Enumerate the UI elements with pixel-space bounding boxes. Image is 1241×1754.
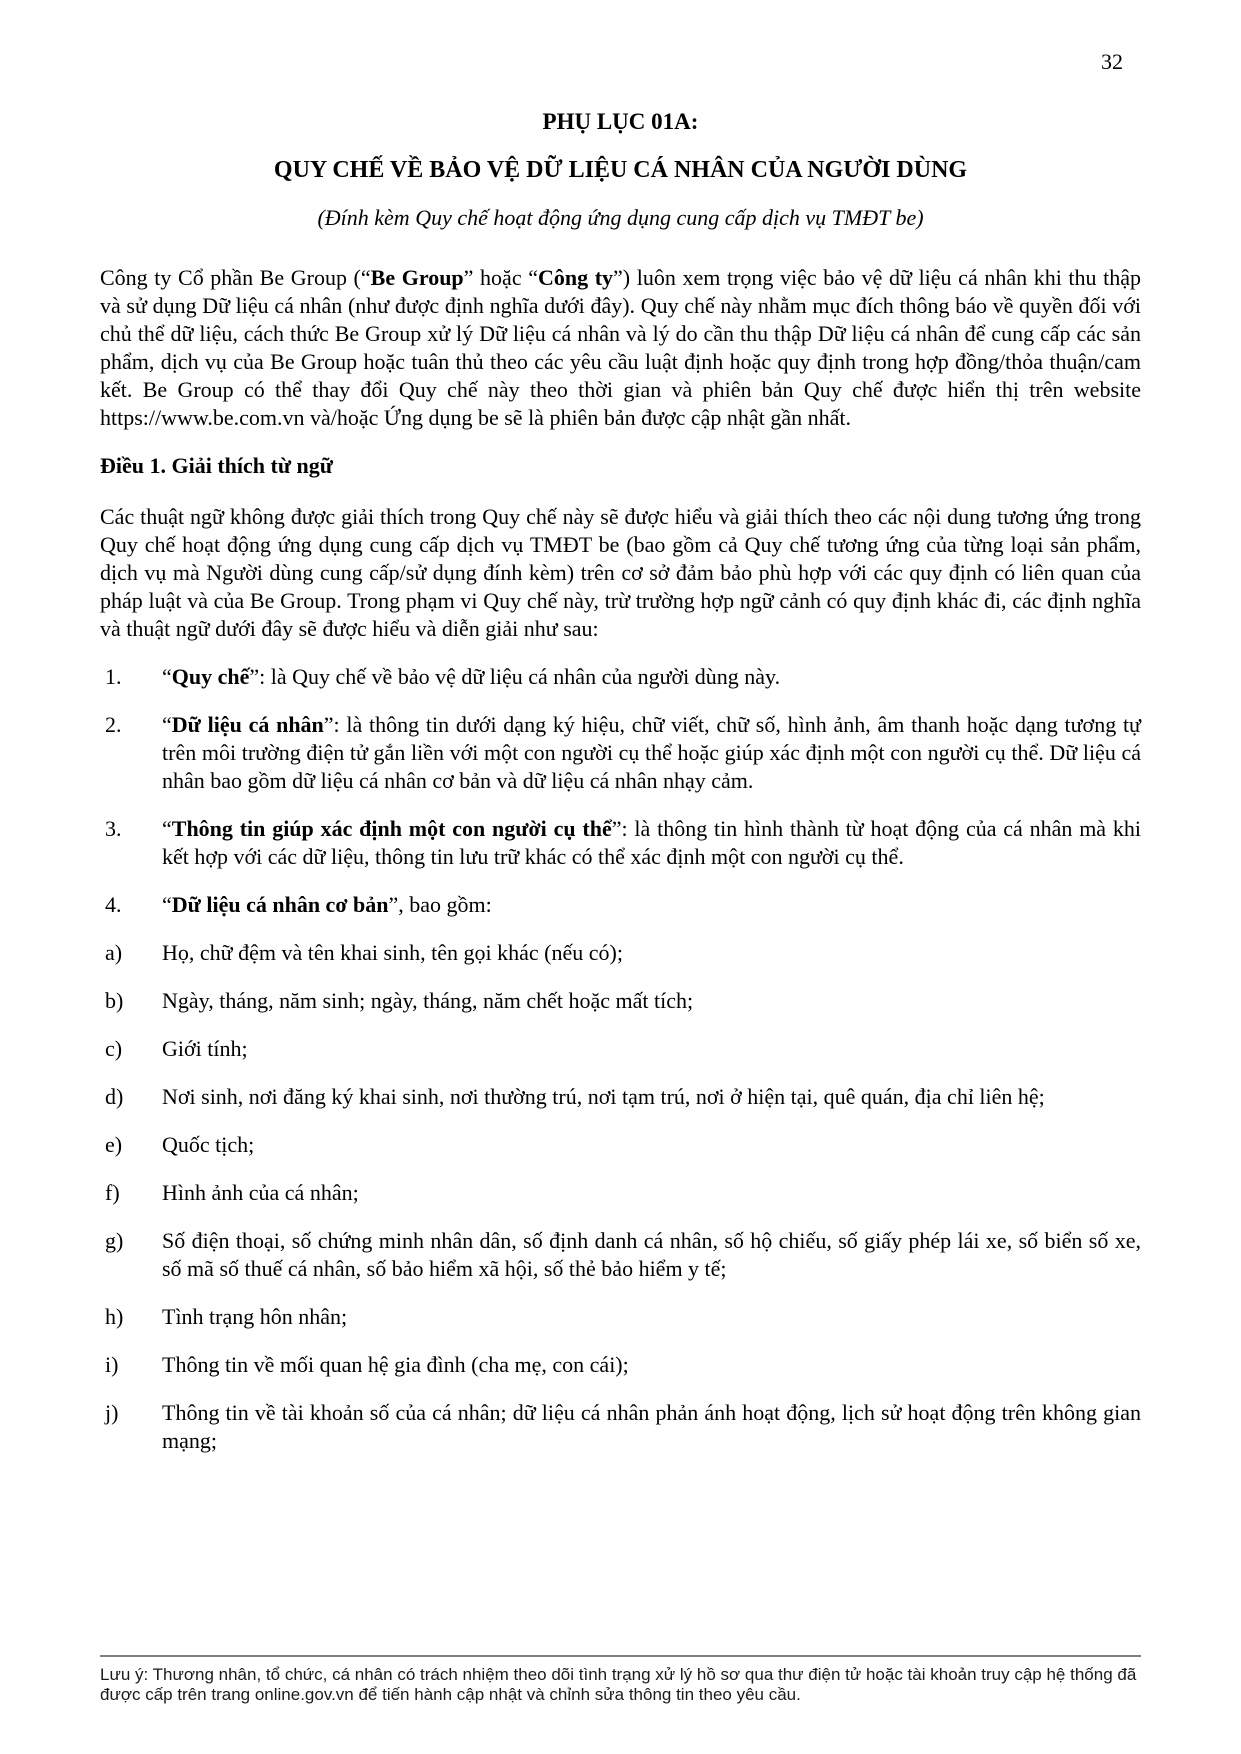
basic-data-lettered-list: [100, 939, 1141, 1455]
list-item-text: [162, 891, 1141, 919]
footer-note: Lưu ý: Thương nhân, tổ chức, cá nhân có trách nhiệm theo dõi tình trạng xử lý hồ sơ qua thư điện tử hoặc tài khoản truy cập hệ thống đã được cấp trên trang online.gov.vn để tiến hành cập nhật và chỉnh sửa thông tin theo yêu cầu.: [100, 1665, 1137, 1704]
list-item-marker: a): [105, 940, 123, 965]
list-item-marker: h): [105, 1304, 124, 1329]
list-item-marker: f): [105, 1180, 120, 1205]
list-item-marker: d): [105, 1084, 124, 1109]
list-item: [100, 1227, 1141, 1283]
list-item-text: [162, 815, 1141, 871]
list-item-text: [162, 663, 1141, 691]
text-segment: “: [162, 816, 172, 841]
text-segment: “: [162, 712, 172, 737]
list-item: [100, 1399, 1141, 1455]
text-segment: “: [162, 664, 172, 689]
emphasized-term: Quy chế: [171, 664, 250, 689]
text-segment: ”) luôn xem trọng việc bảo vệ dữ liệu cá nhân khi thu thập và sử dụng Dữ liệu cá nhân (như được định nghĩa dưới đây). Quy chế này nhằm mục đích thông báo về quyền đối với chủ thể dữ liệu, cách thức Be Group xử lý Dữ liệu cá nhân và lý do cần thu thập Dữ liệu cá nhân để cung cấp các sản phẩm, dịch vụ của Be Group hoặc tuân thủ theo các yêu cầu luật định hoặc quy định trong hợp đồng/thỏa thuận/cam kết. Be Group có thể thay đổi Quy chế này theo thời gian và phiên bản Quy chế được hiển thị trên website https://www.be.com.vn và/hoặc Ứng dụng be sẽ là phiên bản được cập nhật gần nhất.: [100, 265, 1142, 430]
text-segment: ”: là thông tin dưới dạng ký hiệu, chữ viết, chữ số, hình ảnh, âm thanh hoặc dạng tương tự trên môi trường điện tử gắn liền với một con người cụ thể hoặc giúp xác định một con người cụ thể. Dữ liệu cá nhân bao gồm dữ liệu cá nhân cơ bản và dữ liệu cá nhân nhạy cảm.: [162, 712, 1141, 793]
list-item-marker: b): [105, 988, 124, 1013]
text-segment: ”: là Quy chế về bảo vệ dữ liệu cá nhân của người dùng này.: [249, 664, 781, 689]
list-item: [100, 987, 1141, 1015]
text-segment: “: [162, 892, 172, 917]
list-item: [100, 815, 1141, 871]
intro-paragraph: [100, 264, 1141, 432]
text-segment: ” hoặc “: [463, 265, 538, 290]
list-item-marker: e): [105, 1132, 123, 1157]
list-item-marker: g): [105, 1228, 124, 1253]
list-item-text: [162, 711, 1141, 795]
list-item-text: Quốc tịch;: [162, 1132, 255, 1157]
list-item-marker: i): [105, 1352, 119, 1377]
list-item: [100, 1351, 1141, 1379]
list-item-marker: 1.: [105, 664, 122, 689]
list-item: [100, 1083, 1141, 1111]
article-1-heading: Điều 1. Giải thích từ ngữ: [100, 453, 333, 478]
list-item-marker: 3.: [105, 816, 122, 841]
list-item: [100, 663, 1141, 691]
list-item-text: Họ, chữ đệm và tên khai sinh, tên gọi khác (nếu có);: [162, 940, 623, 965]
list-item-text: Số điện thoại, số chứng minh nhân dân, số định danh cá nhân, số hộ chiếu, số giấy phép lái xe, số biển số xe, số mã số thuế cá nhân, số bảo hiểm xã hội, số thẻ bảo hiểm y tế;: [162, 1228, 1141, 1281]
appendix-title: PHỤ LỤC 01A:: [542, 109, 699, 134]
list-item-text: Thông tin về mối quan hệ gia đình (cha mẹ, con cái);: [162, 1352, 629, 1377]
page-footer: [100, 1655, 1141, 1705]
list-item-text: Nơi sinh, nơi đăng ký khai sinh, nơi thường trú, nơi tạm trú, nơi ở hiện tại, quê quán, địa chỉ liên hệ;: [162, 1084, 1045, 1109]
list-item: [100, 711, 1141, 795]
list-item-marker: 4.: [105, 892, 122, 917]
emphasized-term: Dữ liệu cá nhân cơ bản: [171, 892, 389, 917]
list-item: [100, 1035, 1141, 1063]
list-item: [100, 1131, 1141, 1159]
list-item-text: Giới tính;: [162, 1036, 248, 1061]
emphasized-term: Dữ liệu cá nhân: [171, 712, 324, 737]
document-title: QUY CHẾ VỀ BẢO VỆ DỮ LIỆU CÁ NHÂN CỦA NGƯỜI DÙNG: [273, 157, 968, 183]
list-item-marker: j): [105, 1400, 119, 1425]
list-item-marker: 2.: [105, 712, 122, 737]
list-item: [100, 1179, 1141, 1207]
document-header: [100, 108, 1141, 232]
list-item-text: Thông tin về tài khoản số của cá nhân; dữ liệu cá nhân phản ánh hoạt động, lịch sử hoạt động trên không gian mạng;: [162, 1400, 1141, 1453]
list-item-text: Tình trạng hôn nhân;: [162, 1304, 348, 1329]
list-item: [100, 891, 1141, 919]
article-1-intro-paragraph: Các thuật ngữ không được giải thích trong Quy chế này sẽ được hiểu và giải thích theo các nội dung tương ứng trong Quy chế hoạt động ứng dụng cung cấp dịch vụ TMĐT be (bao gồm cả Quy chế tương ứng của từng loại sản phẩm, dịch vụ mà Người dùng cung cấp/sử dụng đính kèm) trên cơ sở đảm bảo phù hợp với các quy định có liên quan của pháp luật và của Be Group. Trong phạm vi Quy chế này, trừ trường hợp ngữ cảnh có quy định khác đi, các định nghĩa và thuật ngữ dưới đây sẽ được hiểu và diễn giải như sau:: [100, 504, 1141, 641]
document-subtitle: (Đính kèm Quy chế hoạt động ứng dụng cung cấp dịch vụ TMĐT be): [317, 205, 924, 230]
text-segment: ”, bao gồm:: [388, 892, 492, 917]
list-item: [100, 939, 1141, 967]
text-segment: ”: là thông tin hình thành từ hoạt động của cá nhân mà khi kết hợp với các dữ liệu, thông tin lưu trữ khác có thể xác định một con người cụ thể.: [162, 816, 1141, 869]
emphasized-term: Công ty: [537, 265, 614, 290]
emphasized-term: Thông tin giúp xác định một con người cụ thể: [171, 816, 612, 841]
emphasized-term: Be Group: [370, 265, 464, 290]
list-item-text: Ngày, tháng, năm sinh; ngày, tháng, năm chết hoặc mất tích;: [162, 988, 694, 1013]
text-segment: Công ty Cổ phần Be Group (“: [100, 265, 371, 290]
definitions-numbered-list: [100, 663, 1141, 919]
list-item: [100, 1303, 1141, 1331]
list-item-marker: c): [105, 1036, 123, 1061]
page-number: 32: [1101, 49, 1123, 74]
list-item-text: Hình ảnh của cá nhân;: [162, 1180, 359, 1205]
